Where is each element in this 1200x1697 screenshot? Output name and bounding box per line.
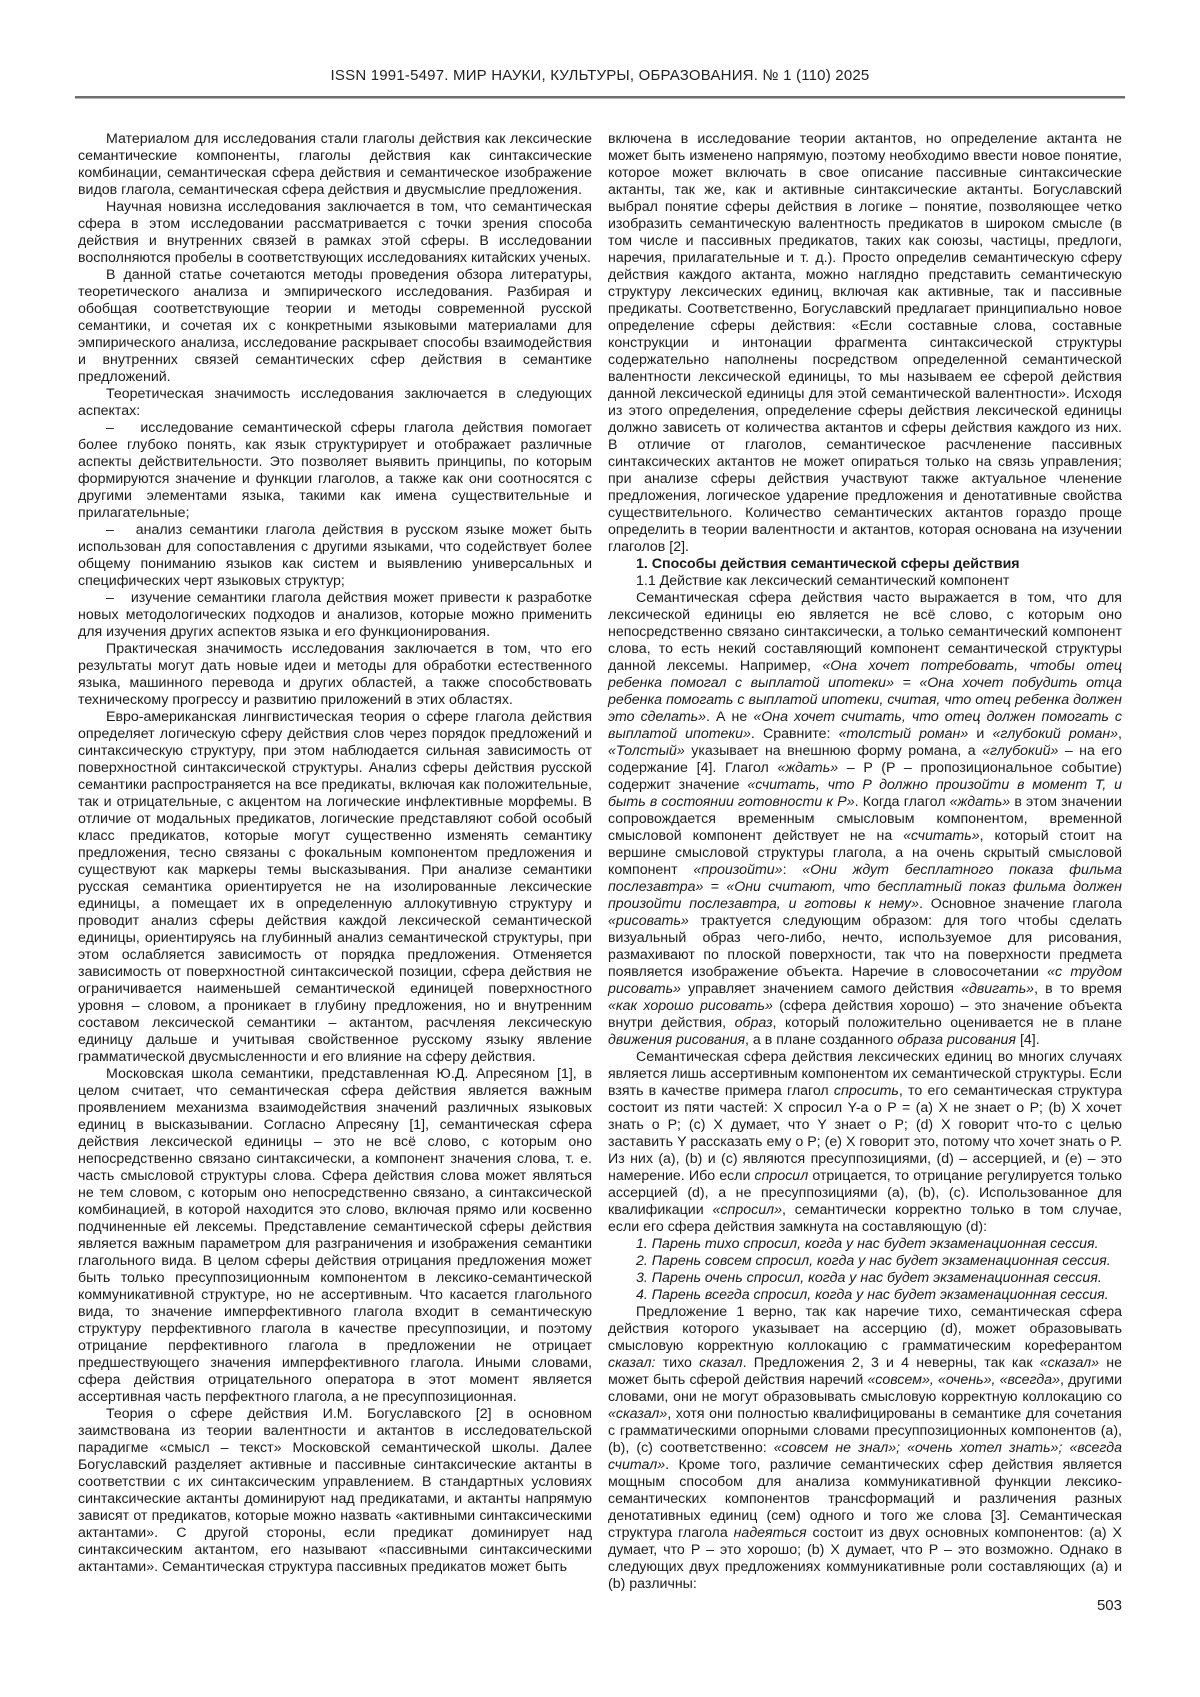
text-run: . Кроме того, различие семантических сфер действия является мощным способом для анализа коммуникативной функции лексико-семантических компонентов трансформаций и различения разных денотативных единиц (сем) одного и того же слова [3]. Семантическая структура глагола bbox=[608, 1457, 1122, 1541]
text-run: . Предложения 2, 3 и 4 неверны, так как bbox=[742, 1355, 1040, 1371]
text-run: трактуется следующим образом: для того чтобы сделать визуальный образ чего-либо, нечто, используемое для рисования, размахивают по плоской поверхности, так что на поверхности предмета появляется изображение объекта. Наречие в словосочетании bbox=[608, 913, 1122, 980]
italic-text-run: «Она хочет потребовать, чтобы отец ребенка помогал с выплатой ипотеки» = «Она хочет побудить отца ребенка помогать с выплатой ипотеки, считая, что отец ребенка должен это сделать» bbox=[608, 658, 1122, 725]
paragraph bbox=[608, 573, 1122, 590]
text-run: , который положительно оценивается не в плане bbox=[772, 1015, 1122, 1031]
text-run: Московская школа семантики, представленная Ю.Д. Апресяном [1], в целом считает, что семантическая сфера действия является важным проявлением механизма взаимодействия значений различных языковых единиц в высказывании. Согласно Апресяну [1], семантическая сфера действия лексической единицы – это не всё слово, с которым оно непосредственно связано синтаксически, а компонент значения слова, т. е. часть смысловой структуры слова. Сфера действия слова может являться не тем словом, с которым оно непосредственно связано, а синтаксической комбинацией, в которой находится это слово, включая прямо или косвенно подчиненные ей лексемы. Представление семантической сферы действия является важным параметром для разграничения и изображения семантики глагольного вида. В целом сферы действия отрицания предложения может быть только пресуппозиционным компонентом в лексико-семантической коммуникативной структуре, но не ассертивным. Что касается глагольного вида, то значение имперфективного глагола входит в семантическую структуру перфективного глагола в качестве пресуппозиции, и поэтому отрицание перфективного глагола в предложении не отрицает предшествующего значения имперфективного глагола. Иными словами, сфера действия отрицательного оператора в этот момент является ассертивная часть перфектного глагола, а не пресуппозиционная. bbox=[78, 1066, 592, 1405]
paragraph bbox=[608, 590, 1122, 1049]
paragraph bbox=[78, 1406, 592, 1576]
paragraph bbox=[78, 386, 592, 420]
text-run: . Сравните: bbox=[750, 726, 839, 742]
italic-text-run: «ждать» bbox=[949, 794, 1011, 810]
italic-text-run: «Они считают, что бесплатный показ фильма должен произойти послезавтра, и готовы к нему» bbox=[608, 879, 1122, 912]
text-run: В данной статье сочетаются методы проведения обзора литературы, теоретического анализа и эмпирического исследования. Разбирая и обобщая соответствующие теории и методы современной русской семантики, и сочетая их с конкретными языковыми материалами для эмпирического анализа, исследование раскрывает способы взаимодействия и внутренних связей семантических сфер действия в семантике предложений. bbox=[78, 267, 592, 385]
text-run: управляет значением самого действия bbox=[680, 981, 962, 997]
paragraph bbox=[608, 1253, 1122, 1270]
text-run: : bbox=[782, 862, 803, 878]
italic-text-run: «считать, что P должно произойти в момент T, и быть в состоянии готовности к P» bbox=[608, 777, 1122, 810]
text-run: – изучение семантики глагола действия может привести к разработке новых методологических подходов и анализов, которые можно применить для изучения других аспектов языка и его функционирования. bbox=[78, 590, 592, 640]
text-run: Материалом для исследования стали глаголы действия как лексические семантические компоненты, глаголы действия как синтаксические комбинации, семантическая сфера действия и семантическое изображение видов глагола, семантическая сфера действия и двусмыслие предложения. bbox=[78, 131, 592, 198]
text-run: отрицается, то отрицание регулируется только ассерцией (d), а не пресуппозициями (a), (b), (c). Использованное для квалификации bbox=[608, 1168, 1122, 1218]
italic-text-run: сказал: bbox=[608, 1355, 656, 1371]
text-run: указывает на внешнюю форму романа, а bbox=[684, 743, 983, 759]
text-run: , то его семантическая структура состоит из пяти частей: X спросил Y-а о P = (a) X не знает о P; (b) X хочет знать о P; (c) X думает, что Y знает о P; (d) X говорит что-то с целью заставить Y рассказать ему о P; (e) X говорит это, потому что хочет знать о P. Из них (a), (b) и (c) являются пресуппозициями, (d) – ассерцией, и (e) – это намерение. Ибо если bbox=[608, 1083, 1123, 1184]
italic-text-run: надеяться bbox=[733, 1525, 807, 1541]
paragraph bbox=[608, 1049, 1122, 1236]
italic-text-run: «спросил» bbox=[712, 1202, 782, 1218]
text-run: = bbox=[703, 879, 727, 895]
italic-text-run: «с трудом рисовать» bbox=[608, 964, 1122, 997]
italic-text-run: «сказал» bbox=[608, 1406, 668, 1422]
text-run: Семантическая сфера действия часто выражается в том, что для лексической единицы ею является не всё слово, с которым оно непосредственно связано синтаксически, а только семантический компонент слова, то есть некий составляющий компонент семантической структуры данной лексемы. Например, bbox=[608, 590, 1122, 674]
text-run: Теоретическая значимость исследования заключается в следующих аспектах: bbox=[78, 386, 592, 419]
text-run: Предложение 1 верно, так как наречие тихо, семантическая сфера действия которого указывает на ассерцию (d), может образовывать смысловую корректную коллокацию с грамматическим кореферантом bbox=[608, 1304, 1122, 1354]
paragraph bbox=[78, 709, 592, 1066]
text-run: Теория о сфере действия И.М. Богуславского [2] в основном заимствована из теории валентности и актантов в исследовательской парадигме «смысл – текст» Московской семантической школы. Далее Богуславский разделяет активные и пассивные синтаксические актанты в соответствии с их синтаксическим управлением. В стандартных условиях синтаксические актанты доминируют над предикатами, и актанты напрямую зависят от предикатов, которые можно назвать «активными синтаксическими актантами». С другой стороны, если предикат доминирует над синтаксическим актантом, его называют «пассивными синтаксическими актантами». Семантическая структура пассивных предикатов может быть bbox=[78, 1406, 592, 1575]
right-column bbox=[608, 131, 1122, 1593]
italic-text-run: «двигать» bbox=[961, 981, 1035, 997]
italic-text-run: «совсем не знал»; «очень хотел знать»; «всегда считал» bbox=[608, 1440, 1122, 1473]
paragraph bbox=[78, 641, 592, 709]
italic-text-run: «толстый роман» bbox=[838, 726, 969, 742]
italic-text-run: «рисовать» bbox=[608, 913, 689, 929]
page-number: 503 bbox=[1096, 1597, 1122, 1614]
text-run: . Когда глагол bbox=[854, 794, 950, 810]
header-rule bbox=[75, 96, 1125, 99]
italic-text-run: сказал bbox=[699, 1355, 743, 1371]
text-run: Семантическая сфера действия лексических единиц во многих случаях является лишь ассертивным компонентом их семантической структуры. Если взять в качестве примера глагол bbox=[608, 1049, 1122, 1099]
text-run: , в то время bbox=[1034, 981, 1122, 997]
text-run: , bbox=[1118, 726, 1122, 742]
italic-text-run: спросить bbox=[833, 1083, 899, 1099]
italic-text-run: 1. Парень тихо спросил, когда у нас будет экзаменационная сессия. bbox=[636, 1236, 1099, 1252]
text-run: 1.1 Действие как лексический семантический компонент bbox=[636, 573, 1010, 589]
text-run: Практическая значимость исследования заключается в том, что его результаты могут дать новые идеи и методы для обработки естественного языка, машинного перевода и других областей, а также способствовать техническому прогрессу и развитию приложений в этих областях. bbox=[78, 641, 592, 708]
italic-text-run: «Они ждут бесплатного показа фильма послезавтра» bbox=[608, 862, 1122, 895]
section-heading bbox=[608, 556, 1122, 573]
text-run: – P (P – пропозициональное событие) содержит значение bbox=[608, 760, 1122, 793]
text-run: Евро-американская лингвистическая теория о сфере глагола действия определяет логическую сферу действия слов через порядок предложений и синтаксическую структуру, при этом наблюдается сильная зависимость от поверхностной синтаксической структуры. Анализ сферы действия русской семантики распространяется на все предикаты, включая как положительные, так и отрицательные, с акцентом на логические инфлективные морфемы. В отличие от модальных предикатов, логические представляют собой особый класс предикатов, которые могут существенно изменять семантику предложения, тесно связаны с фокальным компонентом предложения и существуют как маркеры темы высказывания. При анализе семантики русская семантика ориентируется не на изолированные лексические единицы, а помещает их в определенную аллокутивную структуру и проводит анализ сферы действия каждой лексической семантической единицы, ориентируясь на глубинный анализ семантической структуры, при этом ослабляется зависимость от порядка предложения. Отменяется зависимость от поверхностной синтаксической позиции, сфера действия не ограничивается наименьшей семантической единицей поверхностного уровня – словом, а проникает в глубину предложения, но и внутренним составом лексической семантики – актантом, расчленяя лексическую единицу дальше и учитывая свойственное русскому языку явление грамматической двусмысленности и его влияние на сферу действия. bbox=[78, 709, 592, 1065]
paragraph bbox=[78, 420, 592, 522]
italic-text-run: «ждать» bbox=[777, 760, 839, 776]
text-run: не может быть сферой действия наречий bbox=[608, 1355, 1122, 1388]
italic-text-run: «Толстый» bbox=[608, 743, 685, 759]
italic-text-run: «произойти» bbox=[693, 862, 783, 878]
paragraph bbox=[608, 1304, 1122, 1593]
italic-text-run: спросил bbox=[754, 1168, 809, 1184]
text-run: , хотя они полностью квалифицированы в семантике для сочетания с грамматическими опорными словами пресуппозиционных компонентов (a), (b), (c) соответственно: bbox=[608, 1406, 1122, 1456]
text-run: , который стоит на вершине смысловой структуры глагола, а на очень скрытый смысловой компонент bbox=[608, 828, 1122, 878]
paragraph bbox=[78, 267, 592, 386]
paragraph bbox=[78, 199, 592, 267]
text-run: , а в плане созданного bbox=[745, 1032, 898, 1048]
italic-text-run: «считать» bbox=[903, 828, 980, 844]
text-run: [4]. bbox=[1016, 1032, 1040, 1048]
text-run: в этом значении сопровождается временным смысловым компонентом, временной смысловой компонент действует не на bbox=[608, 794, 1123, 844]
paragraph bbox=[608, 1270, 1122, 1287]
text-run: – анализ семантики глагола действия в русском языке может быть использован для сопоставления с другими языками, что содействует более общему пониманию языков как систем и выявлению универсальных и специфических черт языковых структур; bbox=[78, 522, 592, 589]
text-run: . А не bbox=[706, 709, 754, 725]
italic-text-run: движения рисования bbox=[608, 1032, 746, 1048]
text-run: – на его содержание [4]. Глагол bbox=[608, 743, 1122, 776]
text-run: – исследование семантической сферы глагола действия помогает более глубоко понять, как язык структурирует и отображает различные аспекты действительности. Это позволяет выявить принципы, по которым формируются значение и функции глаголов, а также как они соотносятся с другими элементами языка, такими как имена существительные и прилагательные; bbox=[78, 420, 592, 521]
text-run: включена в исследование теории актантов, но определение актанта не может быть изменено напрямую, поэтому необходимо ввести новое понятие, которое может включать в свое описание пассивные синтаксические актанты, так же, как и активные синтаксические актанты. Богуславский выбрал понятие сферы действия в логике – понятие, позволяющее четко изобразить семантическую валентность предикатов в широком смысле (в том числе и пассивных предикатов, таких как союзы, частицы, предлоги, наречия, прилагательные и т. д.). Просто определив семантическую сферу действия каждого актанта, можно наглядно представить семантическую структуру лексических единиц, включая как активные, так и пассивные предикаты. Соответственно, Богуславский предлагает принципиально новое определение сферы действия: «Если составные слова, составные конструкции и интонации фрагмента синтаксической структуры содержательно наполнены посредством определенной семантической валентности лексической единицы, то мы называем ее сферой действия данной лексической единицы для этой семантической валентности». Исходя из этого определения, определение сферы действия лексической единицы должно зависеть от количества актантов и сферы действия каждого из них. В отличие от глаголов, семантическое расчленение пассивных синтаксических актантов не может опираться только на связь управления; при анализе сферы действия участвуют также актуальное членение предложения, логическое ударение предложения и денотативные свойства существительного. Количество семантических актантов гораздо проще определить в теории валентности и актантов, которая основана на изучении глаголов [2]. bbox=[608, 131, 1122, 555]
journal-header-line: ISSN 1991-5497. МИР НАУКИ, КУЛЬТУРЫ, ОБРАЗОВАНИЯ. № 1 (110) 2025 bbox=[330, 67, 870, 84]
italic-text-run: «глубокий» bbox=[982, 743, 1059, 759]
left-column bbox=[78, 131, 592, 1593]
text-run: Научная новизна исследования заключается в том, что семантическая сфера в этом исследовании рассматривается с точки зрения способа действия и внутренних связей в рамках этой сферы. В исследовании восполняются пробелы в соответствующих исследованиях китайских ученых. bbox=[78, 199, 592, 266]
italic-text-run: образ bbox=[734, 1015, 773, 1031]
text-run: тихо bbox=[655, 1355, 700, 1371]
paragraph bbox=[78, 590, 592, 641]
text-run: (сфера действия хорошо) – это значение объекта внутри действия, bbox=[608, 998, 1122, 1031]
italic-text-run: 4. Парень всегда спросил, когда у нас будет экзаменационная сессия. bbox=[636, 1287, 1109, 1303]
paragraph bbox=[78, 1066, 592, 1406]
paragraph bbox=[608, 131, 1122, 556]
italic-text-run: «совсем», «очень», «всегда» bbox=[867, 1372, 1061, 1388]
text-run: . Основное значение глагола bbox=[918, 896, 1122, 912]
italic-text-run: 2. Парень совсем спросил, когда у нас будет экзаменационная сессия. bbox=[636, 1253, 1111, 1269]
text-run: , другими словами, они не могут образовывать смысловую корректную коллокацию со bbox=[608, 1372, 1123, 1405]
text-run: , семантически корректно только в том случае, если его сфера действия замкнута на составляющую (d): bbox=[608, 1202, 1122, 1235]
text-run: состоит из двух основных компонентов: (a) X думает, что P – это хорошо; (b) X думает, что P – это возможно. Однако в следующих двух предложениях коммуникативные роли составляющих (a) и (b) различны: bbox=[608, 1525, 1122, 1592]
italic-text-run: «Она хочет считать, что отец должен помогать с выплатой ипотеки» bbox=[608, 709, 1122, 742]
italic-text-run: 3. Парень очень спросил, когда у нас будет экзаменационная сессия. bbox=[636, 1270, 1102, 1286]
paragraph bbox=[78, 522, 592, 590]
italic-text-run: образа рисования bbox=[897, 1032, 1017, 1048]
text-run: и bbox=[968, 726, 993, 742]
paragraph bbox=[608, 1287, 1122, 1304]
paragraph bbox=[608, 1236, 1122, 1253]
italic-text-run: «сказал» bbox=[1039, 1355, 1100, 1371]
paragraph bbox=[78, 131, 592, 199]
italic-text-run: «глубокий роман» bbox=[992, 726, 1119, 742]
article-body bbox=[78, 131, 1122, 1593]
italic-text-run: «как хорошо рисовать» bbox=[608, 998, 773, 1014]
text-run: 1. Способы действия семантической сферы действия bbox=[636, 556, 1020, 572]
